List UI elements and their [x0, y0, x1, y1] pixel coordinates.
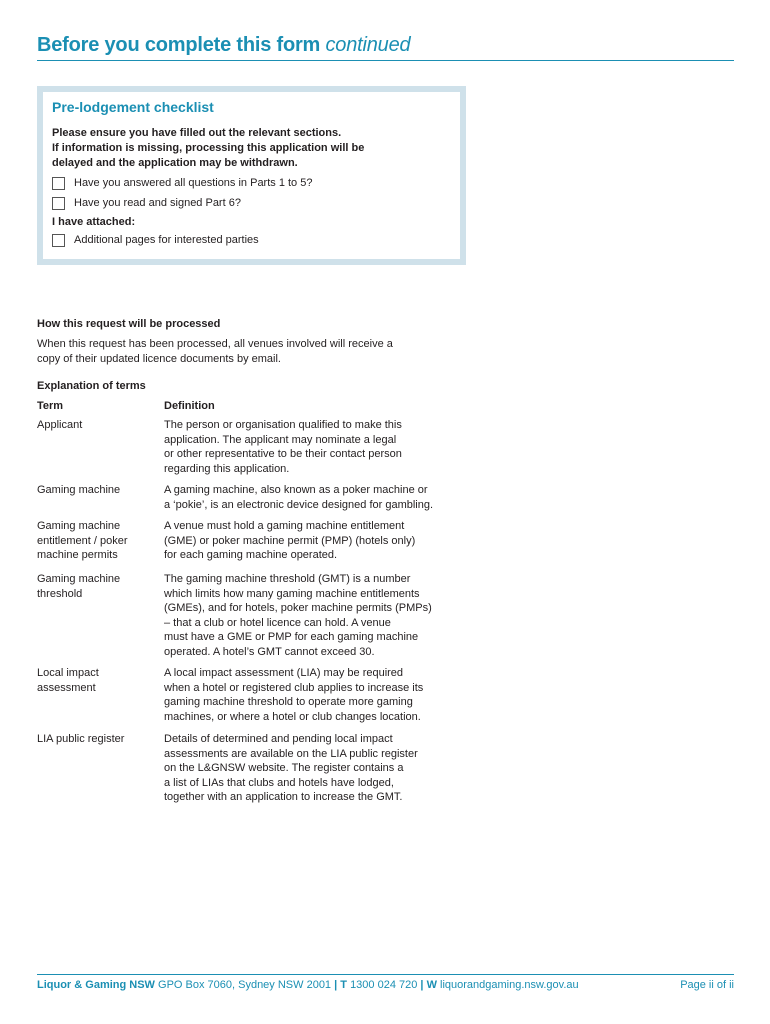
processing-line: copy of their updated licence documents by email. [37, 353, 281, 365]
term-definition-line: or other representative to be their contact person [164, 448, 402, 461]
term-definition-line: gaming machine threshold to operate more gaming [164, 696, 413, 709]
term-definition [164, 572, 469, 660]
term-name [37, 483, 152, 498]
processing-heading: How this request will be processed [37, 318, 221, 330]
term-name-line: machine permits [37, 549, 118, 562]
page-title [37, 34, 410, 57]
processing-text [37, 337, 457, 367]
term-definition-line: A local impact assessment (LIA) may be required [164, 667, 404, 679]
term-name-line: Gaming machine [37, 520, 121, 532]
term-name [37, 732, 152, 747]
processing-line: When this request has been processed, all venues involved will receive a [37, 338, 393, 350]
term-definition-line: a list of LIAs that clubs and hotels have lodged, [164, 776, 394, 789]
term-name-line: Gaming machine [37, 484, 121, 496]
heading-divider [37, 60, 734, 61]
term-definition [164, 483, 469, 512]
terms-column-term: Term [37, 400, 64, 412]
term-name-line: assessment [37, 681, 96, 694]
term-name-line: Local impact [37, 667, 99, 679]
checklist-intro-line: delayed and the application may be withdrawn. [52, 157, 298, 169]
checklist-item-label: Have you answered all questions in Parts 1 to 5? [74, 177, 313, 189]
page-title-main: Before you complete this form [37, 34, 321, 56]
term-name-line: Gaming machine [37, 573, 121, 585]
checklist-item-label: Have you read and signed Part 6? [74, 197, 241, 209]
page-title-continued: continued [325, 34, 411, 56]
footer-web-label: W [426, 979, 437, 991]
term-definition-line: The gaming machine threshold (GMT) is a number [164, 573, 411, 585]
term-definition [164, 732, 469, 805]
footer-phone: 1300 024 720 [350, 979, 418, 991]
term-definition-line: Details of determined and pending local impact [164, 733, 393, 745]
term-name-line: entitlement / poker [37, 534, 128, 547]
footer-separator: | [334, 979, 338, 991]
footer-brand: Liquor & Gaming NSW [37, 979, 155, 991]
term-name [37, 519, 152, 563]
term-definition-line: which limits how many gaming machine entitlements [164, 587, 420, 600]
term-definition-line: on the L&GNSW website. The register contains a [164, 762, 404, 775]
term-definition-line: operated. A hotel’s GMT cannot exceed 30. [164, 645, 375, 658]
pre-lodgement-checklist-panel [37, 86, 466, 265]
term-name-line: threshold [37, 587, 83, 600]
term-definition-line: must have a GME or PMP for each gaming machine [164, 631, 419, 644]
page-number: Page ii of ii [680, 979, 734, 991]
term-definition-line: (GMEs), and for hotels, poker machine permits (PMPs) [164, 602, 432, 615]
term-name [37, 572, 152, 601]
checklist-item-answered-questions[interactable] [52, 175, 312, 191]
term-definition-line: – that a club or hotel licence can hold. A venue [164, 616, 391, 629]
footer-divider [37, 974, 734, 975]
attached-label: I have attached: [52, 216, 136, 228]
checklist-title: Pre-lodgement checklist [52, 99, 214, 115]
term-definition-line: together with an application to increase the GMT. [164, 791, 403, 804]
term-name [37, 418, 152, 433]
checklist-intro-line: Please ensure you have filled out the relevant sections. [52, 127, 342, 139]
checkbox-signed-part-6[interactable] [52, 197, 65, 210]
term-definition [164, 666, 469, 724]
footer-phone-label: T [340, 979, 347, 991]
term-name [37, 666, 152, 695]
term-definition-line: (GME) or poker machine permit (PMP) (hotels only) [164, 534, 416, 547]
checklist-item-label: Additional pages for interested parties [74, 234, 259, 246]
term-definition-line: The person or organisation qualified to make this [164, 419, 402, 431]
term-name-line: LIA public register [37, 733, 125, 745]
checklist-intro [52, 126, 432, 171]
term-definition-line: A venue must hold a gaming machine entitlement [164, 520, 405, 532]
term-definition-line: when a hotel or registered club applies to increase its [164, 681, 424, 694]
checklist-item-signed-part-6[interactable] [52, 195, 241, 211]
term-definition-line: regarding this application. [164, 462, 290, 475]
term-definition-line: a ‘pokie’, is an electronic device designed for gambling. [164, 498, 434, 511]
footer-address: GPO Box 7060, Sydney NSW 2001 [158, 979, 332, 991]
term-definition-line: machines, or where a hotel or club changes location. [164, 710, 421, 723]
term-definition-line: application. The applicant may nominate a legal [164, 433, 397, 446]
checkbox-answered-questions[interactable] [52, 177, 65, 190]
checklist-item-additional-pages[interactable] [52, 232, 259, 248]
term-definition-line: for each gaming machine operated. [164, 549, 338, 562]
term-definition-line: assessments are available on the LIA public register [164, 747, 418, 760]
term-definition [164, 418, 469, 476]
footer-separator: | [420, 979, 424, 991]
term-definition-line: A gaming machine, also known as a poker machine or [164, 484, 428, 496]
footer-web-link[interactable]: liquorandgaming.nsw.gov.au [440, 979, 579, 991]
checkbox-additional-pages[interactable] [52, 234, 65, 247]
terms-column-definition: Definition [164, 400, 215, 412]
terms-heading: Explanation of terms [37, 380, 146, 392]
checklist-intro-line: If information is missing, processing this application will be [52, 142, 365, 154]
term-definition [164, 519, 469, 563]
term-name-line: Applicant [37, 419, 83, 431]
page-footer [37, 979, 734, 991]
